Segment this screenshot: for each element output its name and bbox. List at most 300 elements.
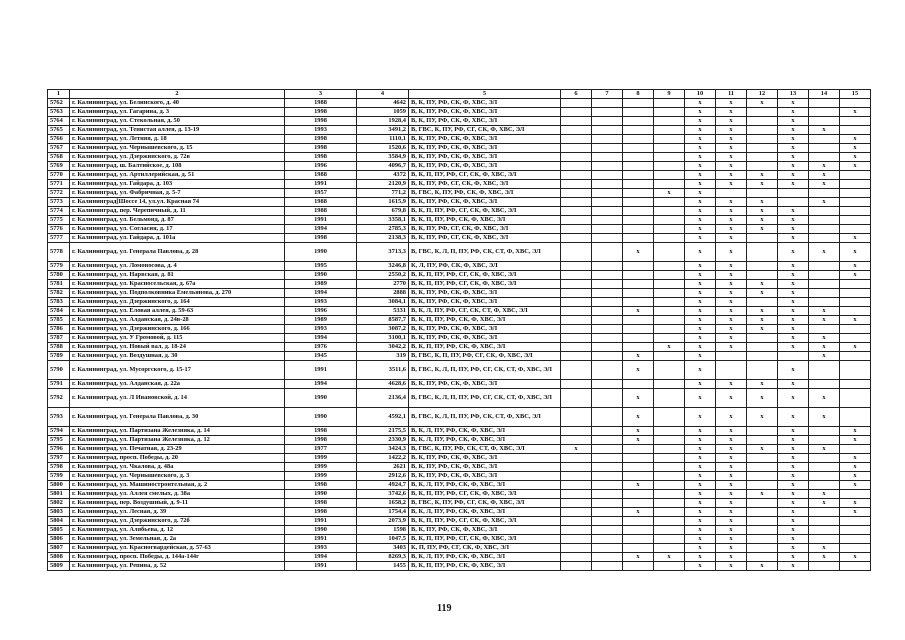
mark-cell-col-14: х xyxy=(809,389,840,408)
mark-cell-col-8 xyxy=(623,262,654,271)
mark-cell-col-13: х xyxy=(778,535,809,544)
table-row xyxy=(48,117,871,126)
area-cell: 1658,2 xyxy=(357,499,409,508)
mark-cell-col-13: х xyxy=(778,343,809,352)
address-cell: г. Калининград, ул. Дзержинского, д. 166 xyxy=(70,325,285,334)
mark-cell-col-6 xyxy=(561,216,592,225)
mark-cell-col-6 xyxy=(561,180,592,189)
address-cell: г. Калининград, ул. Стекольная, д. 50 xyxy=(70,117,285,126)
mark-cell-col-12 xyxy=(747,234,778,243)
area-cell: 1754,4 xyxy=(357,508,409,517)
row-number-cell: 5799 xyxy=(48,472,70,481)
table-row xyxy=(48,389,871,408)
table-row xyxy=(48,162,871,171)
mark-cell-col-13: х xyxy=(778,153,809,162)
mark-cell-col-9 xyxy=(654,108,685,117)
mark-cell-col-13: х xyxy=(778,289,809,298)
table-row xyxy=(48,325,871,334)
mark-cell-col-10: х xyxy=(685,207,716,216)
mark-cell-col-11: х xyxy=(716,325,747,334)
mark-cell-col-15 xyxy=(840,171,871,180)
page-number: 119 xyxy=(437,603,452,614)
table-row xyxy=(48,171,871,180)
table-row xyxy=(48,343,871,352)
mark-cell-col-13: х xyxy=(778,316,809,325)
mark-cell-col-11: х xyxy=(716,454,747,463)
column-header-2: 2 xyxy=(70,90,285,99)
mark-cell-col-12 xyxy=(747,463,778,472)
row-number-cell: 5800 xyxy=(48,481,70,490)
year-cell: 1989 xyxy=(285,316,357,325)
systems-cell: В, К, ПУ, РФ, СК, Ф, ХВС, ЭЛ xyxy=(409,526,561,535)
mark-cell-col-8 xyxy=(623,499,654,508)
mark-cell-col-15 xyxy=(840,361,871,380)
table-row xyxy=(48,472,871,481)
systems-cell: В, ГВС, К, ПУ, РФ, СГ, СК, Ф, ХВС, ЭЛ xyxy=(409,126,561,135)
mark-cell-col-7 xyxy=(592,472,623,481)
mark-cell-col-15 xyxy=(840,544,871,553)
mark-cell-col-15 xyxy=(840,517,871,526)
mark-cell-col-8: х xyxy=(623,352,654,361)
mark-cell-col-7 xyxy=(592,553,623,562)
year-cell: 1990 xyxy=(285,526,357,535)
mark-cell-col-14 xyxy=(809,135,840,144)
mark-cell-col-10: х xyxy=(685,325,716,334)
mark-cell-col-13: х xyxy=(778,126,809,135)
mark-cell-col-14: х xyxy=(809,490,840,499)
mark-cell-col-7 xyxy=(592,316,623,325)
column-header-3: 3 xyxy=(285,90,357,99)
mark-cell-col-8 xyxy=(623,153,654,162)
systems-cell: В, К, ПУ, РФ, СГ, СК, Ф, ХВС, ЭЛ xyxy=(409,225,561,234)
area-cell: 2330,9 xyxy=(357,436,409,445)
area-cell: 8587,7 xyxy=(357,316,409,325)
mark-cell-col-12 xyxy=(747,144,778,153)
mark-cell-col-14 xyxy=(809,535,840,544)
mark-cell-col-11: х xyxy=(716,408,747,427)
row-number-cell: 5784 xyxy=(48,307,70,316)
mark-cell-col-6 xyxy=(561,280,592,289)
mark-cell-col-12 xyxy=(747,544,778,553)
mark-cell-col-7 xyxy=(592,352,623,361)
mark-cell-col-9 xyxy=(654,289,685,298)
mark-cell-col-11: х xyxy=(716,262,747,271)
mark-cell-col-7 xyxy=(592,280,623,289)
mark-cell-col-10: х xyxy=(685,171,716,180)
row-number-cell: 5785 xyxy=(48,316,70,325)
mark-cell-col-6 xyxy=(561,289,592,298)
mark-cell-col-7 xyxy=(592,126,623,135)
mark-cell-col-9 xyxy=(654,481,685,490)
mark-cell-col-13: х xyxy=(778,234,809,243)
mark-cell-col-13: х xyxy=(778,544,809,553)
mark-cell-col-14 xyxy=(809,436,840,445)
row-number-cell: 5775 xyxy=(48,216,70,225)
mark-cell-col-8: х xyxy=(623,361,654,380)
column-header-11: 11 xyxy=(716,90,747,99)
area-cell: 2912,6 xyxy=(357,472,409,481)
mark-cell-col-12: х xyxy=(747,389,778,408)
mark-cell-col-6 xyxy=(561,171,592,180)
mark-cell-col-13: х xyxy=(778,271,809,280)
mark-cell-col-12 xyxy=(747,153,778,162)
table-row xyxy=(48,490,871,499)
mark-cell-col-14 xyxy=(809,472,840,481)
mark-cell-col-9 xyxy=(654,171,685,180)
mark-cell-col-7 xyxy=(592,117,623,126)
mark-cell-col-12: х xyxy=(747,490,778,499)
mark-cell-col-14: х xyxy=(809,180,840,189)
mark-cell-col-13 xyxy=(778,352,809,361)
mark-cell-col-9 xyxy=(654,427,685,436)
mark-cell-col-6 xyxy=(561,153,592,162)
mark-cell-col-8 xyxy=(623,144,654,153)
mark-cell-col-15 xyxy=(840,280,871,289)
mark-cell-col-14 xyxy=(809,207,840,216)
year-cell: 1977 xyxy=(285,445,357,454)
area-cell: 3358,1 xyxy=(357,216,409,225)
mark-cell-col-7 xyxy=(592,271,623,280)
mark-cell-col-14: х xyxy=(809,198,840,207)
mark-cell-col-12 xyxy=(747,499,778,508)
address-cell: г. Калининград, ул. Гагарина, д. 3 xyxy=(70,108,285,117)
mark-cell-col-10: х xyxy=(685,126,716,135)
mark-cell-col-7 xyxy=(592,463,623,472)
mark-cell-col-7 xyxy=(592,526,623,535)
mark-cell-col-11: х xyxy=(716,117,747,126)
mark-cell-col-11: х xyxy=(716,234,747,243)
systems-cell: В, К, Л, ПУ, РФ, СГ, СК, СТ, Ф, ХВС, ЭЛ xyxy=(409,307,561,316)
mark-cell-col-8 xyxy=(623,535,654,544)
mark-cell-col-7 xyxy=(592,153,623,162)
mark-cell-col-6 xyxy=(561,243,592,262)
mark-cell-col-13: х xyxy=(778,162,809,171)
mark-cell-col-14 xyxy=(809,225,840,234)
table-row xyxy=(48,180,871,189)
mark-cell-col-8: х xyxy=(623,553,654,562)
mark-cell-col-15 xyxy=(840,225,871,234)
mark-cell-col-11: х xyxy=(716,343,747,352)
mark-cell-col-11 xyxy=(716,352,747,361)
year-cell: 1991 xyxy=(285,180,357,189)
row-number-cell: 5762 xyxy=(48,99,70,108)
area-cell: 2770 xyxy=(357,280,409,289)
mark-cell-col-11: х xyxy=(716,472,747,481)
address-cell: г. Калининград, ул. Тенистая аллея, д. 13-19 xyxy=(70,126,285,135)
mark-cell-col-15 xyxy=(840,207,871,216)
area-cell: 3246,8 xyxy=(357,262,409,271)
mark-cell-col-6 xyxy=(561,135,592,144)
systems-cell: В, К, П, ПУ, РФ, СГ, СК, Ф, ХВС, ЭЛ xyxy=(409,171,561,180)
mark-cell-col-8 xyxy=(623,99,654,108)
mark-cell-col-14 xyxy=(809,216,840,225)
row-number-cell: 5768 xyxy=(48,153,70,162)
mark-cell-col-15: х xyxy=(840,343,871,352)
row-number-cell: 5805 xyxy=(48,526,70,535)
area-cell: 4592,1 xyxy=(357,408,409,427)
mark-cell-col-12: х xyxy=(747,380,778,389)
systems-cell: В, К, ПУ, РФ, СК, Ф, ХВС, ЭЛ xyxy=(409,380,561,389)
systems-cell: В, К, ПУ, РФ, СК, Ф, ХВС, ЭЛ xyxy=(409,289,561,298)
table-row xyxy=(48,508,871,517)
mark-cell-col-11: х xyxy=(716,171,747,180)
year-cell: 1991 xyxy=(285,562,357,571)
table-row xyxy=(48,544,871,553)
mark-cell-col-8 xyxy=(623,380,654,389)
area-cell: 3511,6 xyxy=(357,361,409,380)
mark-cell-col-11: х xyxy=(716,463,747,472)
area-cell: 4096,7 xyxy=(357,162,409,171)
mark-cell-col-14: х xyxy=(809,243,840,262)
mark-cell-col-6 xyxy=(561,499,592,508)
year-cell: 1991 xyxy=(285,517,357,526)
row-number-cell: 5772 xyxy=(48,189,70,198)
mark-cell-col-10: х xyxy=(685,298,716,307)
systems-cell: В, ГВС, К, Л, П, ПУ, РФ, СГ, СК, СТ, Ф, ХВС, ЭЛ xyxy=(409,361,561,380)
mark-cell-col-6 xyxy=(561,126,592,135)
systems-cell: В, К, ПУ, РФ, СК, Ф, ХВС, ЭЛ xyxy=(409,463,561,472)
year-cell: 1994 xyxy=(285,334,357,343)
address-cell: г. Калининград, ул. Алябьева, д. 12 xyxy=(70,526,285,535)
area-cell: 3403 xyxy=(357,544,409,553)
mark-cell-col-6 xyxy=(561,189,592,198)
area-cell: 1615,9 xyxy=(357,198,409,207)
row-number-cell: 5781 xyxy=(48,280,70,289)
area-cell: 1047,5 xyxy=(357,535,409,544)
mark-cell-col-11: х xyxy=(716,427,747,436)
mark-cell-col-8 xyxy=(623,207,654,216)
mark-cell-col-9 xyxy=(654,472,685,481)
year-cell: 1990 xyxy=(285,490,357,499)
mark-cell-col-14 xyxy=(809,271,840,280)
row-number-cell: 5773 xyxy=(48,198,70,207)
row-number-cell: 5779 xyxy=(48,262,70,271)
mark-cell-col-15: х xyxy=(840,262,871,271)
year-cell: 1993 xyxy=(285,325,357,334)
mark-cell-col-11: х xyxy=(716,445,747,454)
mark-cell-col-12: х xyxy=(747,562,778,571)
column-header-10: 10 xyxy=(685,90,716,99)
mark-cell-col-15: х xyxy=(840,271,871,280)
mark-cell-col-12 xyxy=(747,436,778,445)
mark-cell-col-6 xyxy=(561,535,592,544)
year-cell: 1994 xyxy=(285,289,357,298)
mark-cell-col-7 xyxy=(592,380,623,389)
mark-cell-col-15: х xyxy=(840,436,871,445)
area-cell: 3713,3 xyxy=(357,243,409,262)
mark-cell-col-13: х xyxy=(778,99,809,108)
table-row xyxy=(48,352,871,361)
mark-cell-col-13: х xyxy=(778,445,809,454)
row-number-cell: 5776 xyxy=(48,225,70,234)
area-cell: 1059 xyxy=(357,108,409,117)
mark-cell-col-8 xyxy=(623,517,654,526)
mark-cell-col-10: х xyxy=(685,517,716,526)
mark-cell-col-13: х xyxy=(778,553,809,562)
mark-cell-col-8 xyxy=(623,171,654,180)
mark-cell-col-14 xyxy=(809,234,840,243)
mark-cell-col-9 xyxy=(654,517,685,526)
row-number-cell: 5788 xyxy=(48,343,70,352)
mark-cell-col-13: х xyxy=(778,508,809,517)
mark-cell-col-10: х xyxy=(685,144,716,153)
address-cell: г. Калининград, ул. Чернышевского, д. 3 xyxy=(70,472,285,481)
table-row xyxy=(48,189,871,198)
mark-cell-col-7 xyxy=(592,544,623,553)
mark-cell-col-8 xyxy=(623,289,654,298)
mark-cell-col-13: х xyxy=(778,481,809,490)
mark-cell-col-6 xyxy=(561,389,592,408)
mark-cell-col-14: х xyxy=(809,445,840,454)
mark-cell-col-13: х xyxy=(778,135,809,144)
mark-cell-col-7 xyxy=(592,517,623,526)
mark-cell-col-8 xyxy=(623,271,654,280)
mark-cell-col-13: х xyxy=(778,389,809,408)
mark-cell-col-10: х xyxy=(685,499,716,508)
mark-cell-col-7 xyxy=(592,135,623,144)
mark-cell-col-6 xyxy=(561,262,592,271)
mark-cell-col-10: х xyxy=(685,99,716,108)
address-cell: г. Калининград, ул. Чернышевского, д. 15 xyxy=(70,144,285,153)
mark-cell-col-11: х xyxy=(716,271,747,280)
area-cell: 1455 xyxy=(357,562,409,571)
mark-cell-col-14 xyxy=(809,325,840,334)
mark-cell-col-10: х xyxy=(685,454,716,463)
mark-cell-col-15 xyxy=(840,445,871,454)
address-cell: г. Калининград, ул. Красногвардейская, д. 57-63 xyxy=(70,544,285,553)
address-cell: г. Калининград, ул. У Громовой, д. 115 xyxy=(70,334,285,343)
column-header-14: 14 xyxy=(809,90,840,99)
mark-cell-col-9 xyxy=(654,526,685,535)
row-number-cell: 5794 xyxy=(48,427,70,436)
systems-cell: В, К, П, ПУ, РФ, СК, Ф, ХВС, ЭЛ xyxy=(409,316,561,325)
mark-cell-col-7 xyxy=(592,289,623,298)
mark-cell-col-7 xyxy=(592,343,623,352)
row-number-cell: 5791 xyxy=(48,380,70,389)
mark-cell-col-6 xyxy=(561,544,592,553)
mark-cell-col-13: х xyxy=(778,526,809,535)
mark-cell-col-10: х xyxy=(685,180,716,189)
mark-cell-col-9 xyxy=(654,408,685,427)
table-row xyxy=(48,316,871,325)
systems-cell: В, К, П, ПУ, РФ, СГ, СК, Ф, ХВС, ЭЛ xyxy=(409,280,561,289)
mark-cell-col-9 xyxy=(654,562,685,571)
mark-cell-col-12: х xyxy=(747,207,778,216)
mark-cell-col-10: х xyxy=(685,380,716,389)
address-cell: г. Калининград, ул. Репина, д. 52 xyxy=(70,562,285,571)
mark-cell-col-13: х xyxy=(778,225,809,234)
systems-cell: В, К, ПУ, РФ, СГ, СК, Ф, ХВС, ЭЛ xyxy=(409,180,561,189)
mark-cell-col-12: х xyxy=(747,445,778,454)
mark-cell-col-11: х xyxy=(716,162,747,171)
address-cell: г. Калининград, ул. Л Ивановской, д. 14 xyxy=(70,389,285,408)
mark-cell-col-10: х xyxy=(685,153,716,162)
mark-cell-col-10: х xyxy=(685,535,716,544)
mark-cell-col-13: х xyxy=(778,463,809,472)
address-cell: г. Калининград[Шоссе 14, ул.ул. Красная 74 xyxy=(70,198,285,207)
mark-cell-col-11 xyxy=(716,189,747,198)
year-cell: 1991 xyxy=(285,216,357,225)
systems-cell: В, К, П, ПУ, РФ, СГ, СК, Ф, ХВС, ЭЛ xyxy=(409,517,561,526)
area-cell: 1520,6 xyxy=(357,144,409,153)
mark-cell-col-9 xyxy=(654,117,685,126)
mark-cell-col-6 xyxy=(561,207,592,216)
mark-cell-col-15 xyxy=(840,189,871,198)
systems-cell: В, ГВС, К, ПУ, РФ, СГ, СК, Ф, ХВС, ЭЛ xyxy=(409,499,561,508)
mark-cell-col-10: х xyxy=(685,316,716,325)
mark-cell-col-12 xyxy=(747,117,778,126)
year-cell: 1996 xyxy=(285,307,357,316)
address-cell: г. Калининград, ул. Бельмонд, д. 87 xyxy=(70,216,285,225)
mark-cell-col-7 xyxy=(592,499,623,508)
mark-cell-col-8 xyxy=(623,325,654,334)
mark-cell-col-13: х xyxy=(778,144,809,153)
mark-cell-col-7 xyxy=(592,334,623,343)
year-cell: 1993 xyxy=(285,126,357,135)
mark-cell-col-8 xyxy=(623,445,654,454)
address-cell: г. Калининград, ул. Лесная, д. 39 xyxy=(70,508,285,517)
table-row xyxy=(48,126,871,135)
mark-cell-col-6 xyxy=(561,553,592,562)
mark-cell-col-14: х xyxy=(809,334,840,343)
area-cell: 8269,3 xyxy=(357,553,409,562)
row-number-cell: 5764 xyxy=(48,117,70,126)
year-cell: 1991 xyxy=(285,361,357,380)
mark-cell-col-6 xyxy=(561,144,592,153)
mark-cell-col-7 xyxy=(592,207,623,216)
mark-cell-col-13: х xyxy=(778,280,809,289)
year-cell: 1993 xyxy=(285,544,357,553)
mark-cell-col-11: х xyxy=(716,289,747,298)
table-row xyxy=(48,243,871,262)
capital-repair-register-table xyxy=(47,89,871,571)
mark-cell-col-10: х xyxy=(685,472,716,481)
table-row xyxy=(48,144,871,153)
address-cell: г. Калининград, ул. Новый вал, д. 18-24 xyxy=(70,343,285,352)
mark-cell-col-14: х xyxy=(809,126,840,135)
mark-cell-col-6 xyxy=(561,526,592,535)
mark-cell-col-12 xyxy=(747,162,778,171)
address-cell: г. Калининград, ул. Мусоргского, д. 15-17 xyxy=(70,361,285,380)
row-number-cell: 5803 xyxy=(48,508,70,517)
column-header-13: 13 xyxy=(778,90,809,99)
mark-cell-col-10: х xyxy=(685,189,716,198)
mark-cell-col-11: х xyxy=(716,535,747,544)
mark-cell-col-14 xyxy=(809,517,840,526)
row-number-cell: 5796 xyxy=(48,445,70,454)
year-cell: 1999 xyxy=(285,472,357,481)
systems-cell: В, К, ПУ, РФ, СК, Ф, ХВС, ЭЛ xyxy=(409,325,561,334)
year-cell: 1998 xyxy=(285,234,357,243)
mark-cell-col-15: х xyxy=(840,499,871,508)
column-header-4: 4 xyxy=(357,90,409,99)
mark-cell-col-9 xyxy=(654,463,685,472)
year-cell: 1998 xyxy=(285,436,357,445)
mark-cell-col-8: х xyxy=(623,307,654,316)
mark-cell-col-10: х xyxy=(685,198,716,207)
mark-cell-col-9 xyxy=(654,234,685,243)
mark-cell-col-7 xyxy=(592,307,623,316)
row-number-cell: 5769 xyxy=(48,162,70,171)
mark-cell-col-7 xyxy=(592,144,623,153)
area-cell: 2073,9 xyxy=(357,517,409,526)
address-cell: г. Калининград, ул. Партизана Железняка, д. 12 xyxy=(70,436,285,445)
mark-cell-col-12 xyxy=(747,343,778,352)
area-cell: 1598 xyxy=(357,526,409,535)
systems-cell: В, К, П, ПУ, РФ, СГ, СК, Ф, ХВС, ЭЛ xyxy=(409,271,561,280)
year-cell: 1990 xyxy=(285,271,357,280)
year-cell: 1998 xyxy=(285,135,357,144)
